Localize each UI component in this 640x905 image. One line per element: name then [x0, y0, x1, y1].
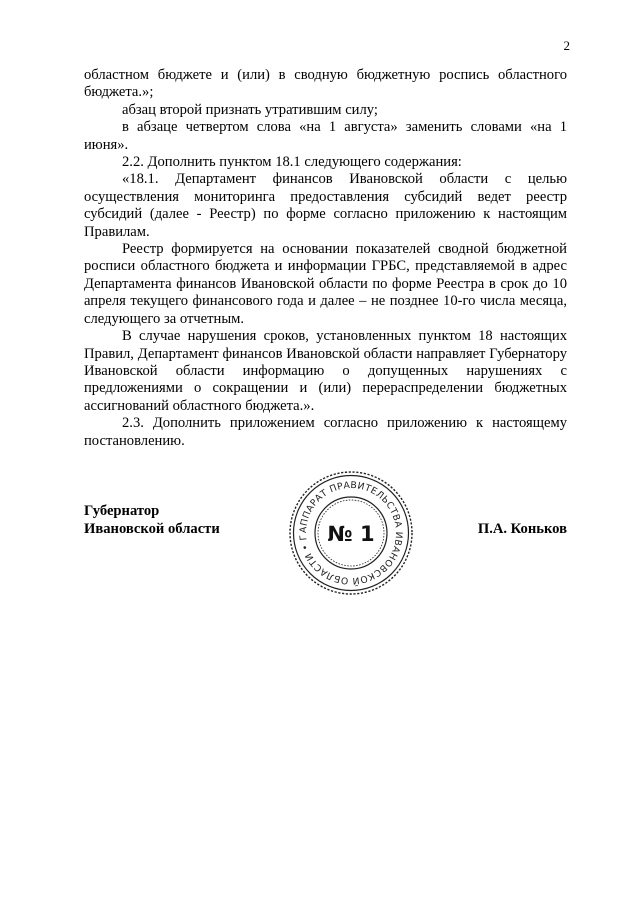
signature-position-line1: Губернатор	[84, 503, 160, 519]
page-number: 2	[563, 38, 570, 53]
paragraph-abzac-4: в абзаце четвертом слова «на 1 августа» заменить словами «на 1 июня».	[84, 119, 567, 153]
signature-block	[84, 502, 220, 538]
paragraph-item-2-3: 2.3. Дополнить приложением согласно приложению к настоящему постановлению.	[84, 415, 567, 449]
paragraph-registry: Реестр формируется на основании показателей сводной бюджетной росписи областного бюджета и информации ГРБС, представляемой в адрес Департамента финансов Ивановской области по форме Реестра в срок до 10 апреля текущего финансового года и далее – не позднее 10-го числа месяца, следующего за отчетным.	[84, 241, 567, 327]
signature-position-line2: Ивановской области	[84, 521, 220, 537]
paragraph-violations: В случае нарушения сроков, установленных пунктом 18 настоящих Правил, Департамент финансов Ивановской области направляет Губернатору Ивановской области информацию о допущенных нарушениях с предложениями о сокращении и (или) перераспределении бюджетных ассигнований областного бюджета.».	[84, 328, 567, 414]
paragraph-continuation: областном бюджете и (или) в сводную бюджетную роспись областного бюджета.»;	[84, 67, 567, 101]
seal-graphic	[288, 470, 414, 596]
document-body	[84, 67, 567, 450]
official-seal	[288, 470, 414, 596]
seal-ring-text: АППАРАТ ПРАВИТЕЛЬСТВА ИВАНОВСКОЙ ОБЛАСТИ • Г	[297, 479, 405, 587]
seal-number: № 1	[327, 522, 375, 546]
paragraph-abzac-2: абзац второй признать утратившим силу;	[122, 101, 378, 118]
signer-name: П.А. Коньков	[477, 521, 567, 537]
paragraph-item-18-1: «18.1. Департамент финансов Ивановской области с целью осуществления мониторинга предоставления субсидий ведет реестр субсидий (далее - Реестр) по форме согласно приложению к настоящим Правилам.	[84, 171, 567, 240]
paragraph-item-2-2: 2.2. Дополнить пунктом 18.1 следующего содержания:	[122, 154, 462, 171]
